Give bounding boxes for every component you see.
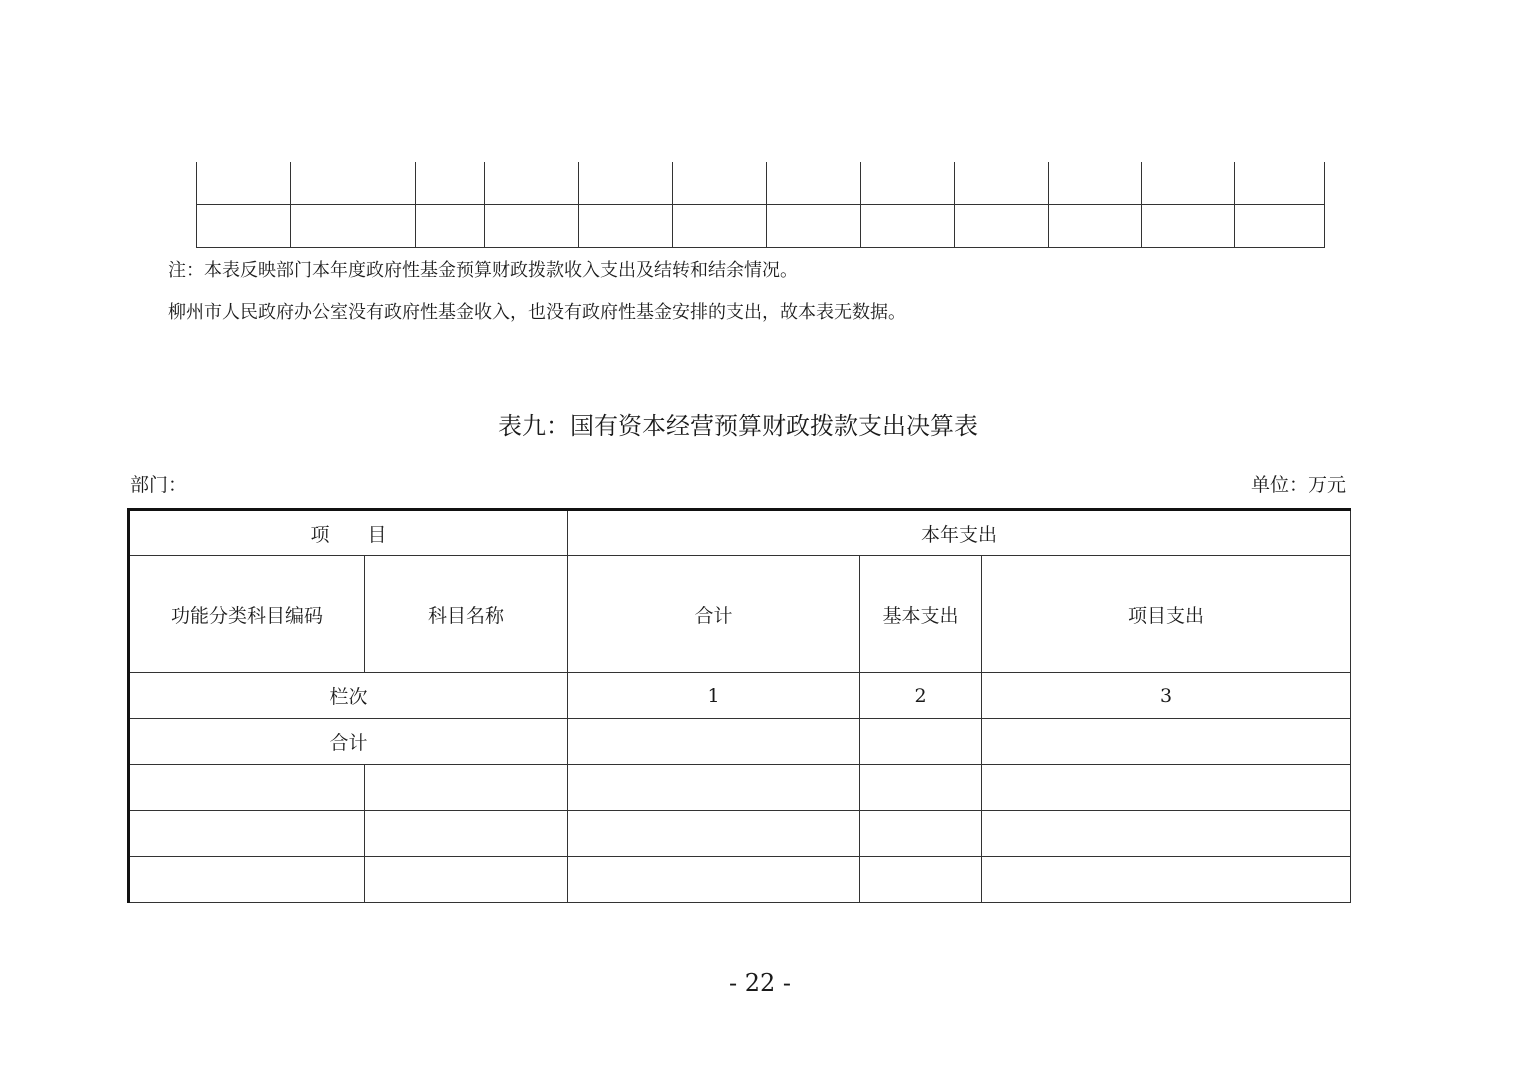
note-line-2: 柳州市人民政府办公室没有政府性基金收入，也没有政府性基金安排的支出，故本表无数据。	[168, 302, 906, 323]
total-header: 合计	[568, 556, 860, 673]
column-index-1: 1	[568, 673, 860, 719]
basic-expense-header: 基本支出	[860, 556, 982, 673]
unit-label: 单位：万元	[1250, 474, 1346, 496]
table-row	[129, 857, 1351, 903]
page-number: - 22 -	[728, 969, 791, 997]
code-header: 功能分类科目编码	[129, 556, 365, 673]
table-row	[129, 811, 1351, 857]
page-title: 表九：国有资本经营预算财政拨款支出决算表	[498, 412, 978, 440]
department-label: 部门：	[130, 474, 188, 496]
column-index-label: 栏次	[129, 673, 568, 719]
year-expense-header: 本年支出	[568, 510, 1351, 556]
item-header: 项 目	[129, 510, 568, 556]
total-row	[129, 719, 1351, 765]
table-row	[197, 205, 1325, 248]
project-cell	[982, 719, 1351, 765]
total-cell	[568, 719, 860, 765]
previous-table-remnant	[196, 162, 1325, 248]
table-row	[197, 162, 1325, 205]
table-row	[129, 765, 1351, 811]
column-index-row	[129, 673, 1351, 719]
column-index-3: 3	[982, 673, 1351, 719]
budget-expense-table	[127, 508, 1351, 903]
project-expense-header: 项目支出	[982, 556, 1351, 673]
total-row-label: 合计	[129, 719, 568, 765]
basic-cell	[860, 719, 982, 765]
table-subheader-row	[129, 556, 1351, 673]
note-line-1: 注：本表反映部门本年度政府性基金预算财政拨款收入支出及结转和结余情况。	[168, 260, 798, 281]
name-header: 科目名称	[365, 556, 568, 673]
table-header-row	[129, 510, 1351, 556]
column-index-2: 2	[860, 673, 982, 719]
